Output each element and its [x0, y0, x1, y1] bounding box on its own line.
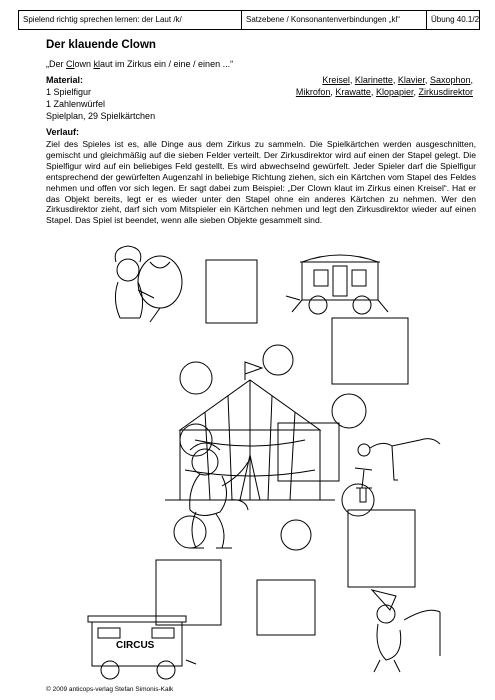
woman-with-balloon-illustration [115, 246, 182, 322]
word-item: Mikrofon [295, 87, 331, 97]
word-item: Klavier [397, 75, 425, 85]
game-field-square [278, 423, 339, 481]
game-field-circle [342, 484, 374, 516]
game-field-square [348, 510, 415, 587]
header-exercise-number: Übung 40.1/2 [431, 15, 479, 24]
game-field-square [206, 260, 257, 323]
game-field-circle [180, 362, 212, 394]
game-field-circle [263, 345, 293, 375]
word-item: Kreisel [322, 75, 350, 85]
material-item: 1 Spielfigur [46, 87, 92, 97]
circus-wagon-illustration [286, 255, 388, 314]
game-field-square [156, 560, 221, 625]
page-title: Der klauende Clown [46, 39, 156, 51]
game-field-circle [281, 520, 311, 550]
clown-umbrella-illustration [372, 590, 440, 672]
procedure-text: Ziel des Spieles ist es, alle Dinge aus dem Zirkus zu sammeln. Die Spielkärtchen werden ausgeschnitten, gemischt und gleichmäßig auf die sieben Felder verteilt. Der Zirkusdirektor wird auf einen der Stapel gelegt. Die Spielfigur wird auf ein beliebiges Feld gestellt. Es wird abwechselnd gewürfelt. Jeder Spieler darf die Spielfigur entsprechend der gewürfelten Augenzahl in beliebige Richtung ziehen, sich ein Kärtchen vom Stapel des Feldes nehmen und offen vor sich legen. Er sagt dabei zum Beispiel: „Der Clown klaut im Zirkus einen Kreisel“. Hat er das Objekt bereits, legt er es wieder unter den Stapel ohne ein anderes Kärtchen zu nehmen. Wer den Zirkusdirektor zieht, darf sich vom Mitspieler ein Kärtchen nehmen und legt den Zirkusdirektor wieder auf einen Stapel. Das Spiel ist beendet, wenn alle sieben Objekte gesammelt sind. [46, 139, 476, 226]
game-field-circle [332, 394, 366, 428]
wagon-sign-text: CIRCUS [116, 640, 155, 651]
header-level: Satzebene / Konsonantenverbindungen „kl“ [242, 11, 427, 29]
header-topic: Spielend richtig sprechen lernen: der Laut /k/ [19, 11, 242, 29]
word-list: Kreisel, Klarinette, Klavier, Saxophon, Mikrofon, Krawatte, Klopapier, Zirkusdirektor [295, 75, 473, 97]
game-field-square [257, 580, 315, 635]
acrobat-illustration [355, 439, 440, 502]
clown-illustration [190, 443, 248, 548]
worksheet-header [18, 10, 480, 30]
game-board [0, 240, 495, 680]
word-item: Zirkusdirektor [418, 87, 473, 97]
word-item: Krawatte [335, 87, 371, 97]
game-field-circle [174, 516, 206, 548]
target-sentence: „Der Clown klaut im Zirkus ein / eine / einen ...“ [46, 59, 234, 69]
game-field-square [332, 318, 408, 384]
procedure-label: Verlauf: [46, 127, 80, 137]
material-list [46, 74, 155, 122]
word-item: Klopapier [375, 87, 414, 97]
circus-tent-illustration [165, 362, 335, 500]
copyright-footer: © 2009 anticops-verlag Stefan Simonis-Kalk [46, 686, 174, 693]
material-label: Material: [46, 75, 84, 85]
material-item: Spielplan, 29 Spielkärtchen [46, 111, 156, 121]
word-item: Klarinette [354, 75, 393, 85]
word-item: Saxophon [429, 75, 471, 85]
material-item: 1 Zahlenwürfel [46, 99, 106, 109]
